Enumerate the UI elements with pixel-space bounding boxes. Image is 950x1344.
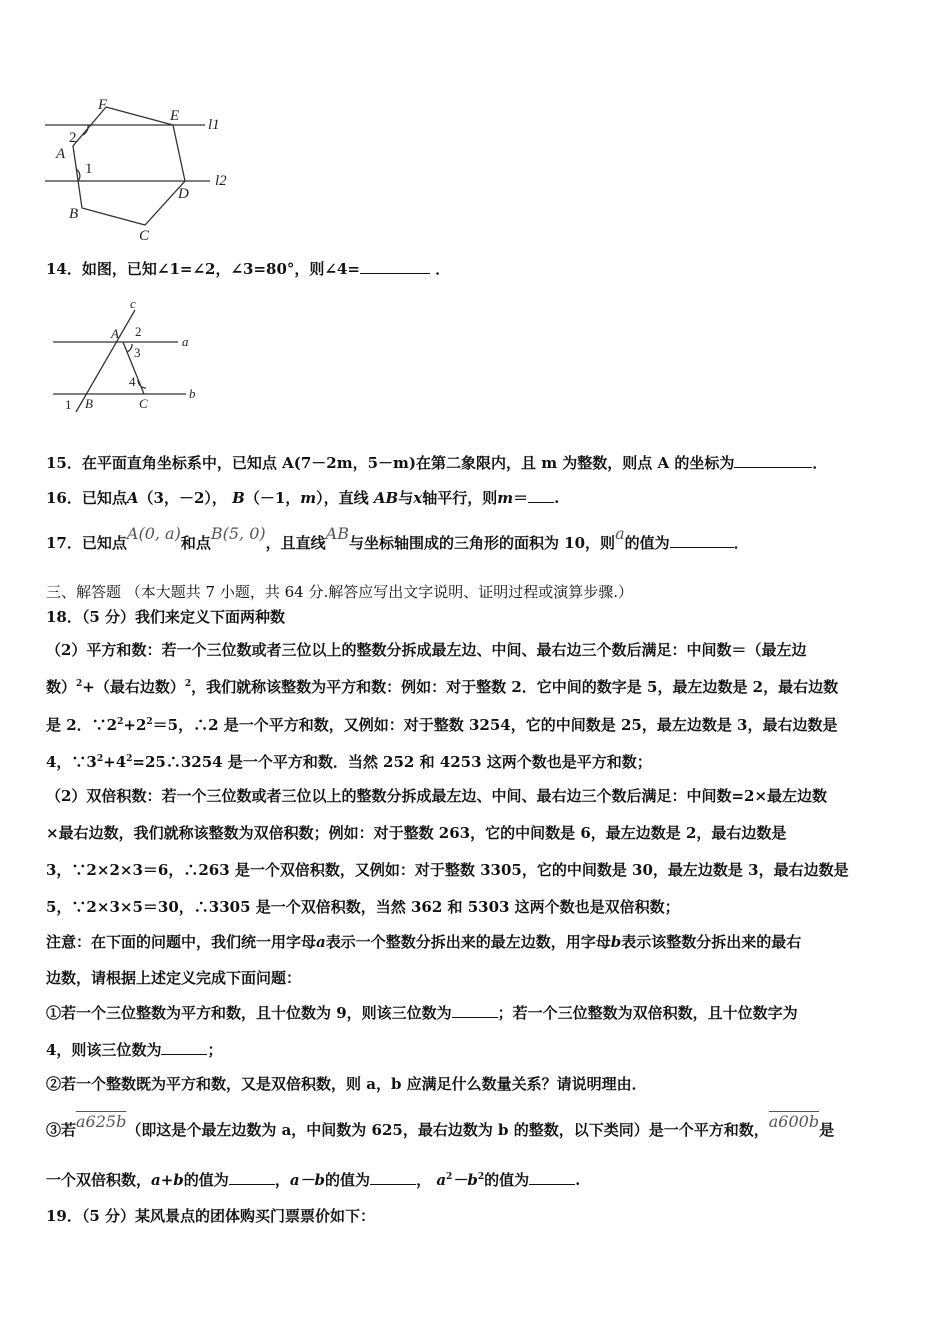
q18-l2-sup2: 2 xyxy=(184,679,192,689)
q18-l14-a: ③若 xyxy=(46,1121,77,1139)
q18-l11-a: ①若一个三位整数为平方和数，且十位数为 9，则该三位数为 xyxy=(46,1004,452,1022)
q16-text-2: （3，－2）， xyxy=(138,489,227,507)
q16-point-a: A xyxy=(126,489,139,507)
q16-var-m: m xyxy=(300,489,317,507)
q16-text-5: 与 xyxy=(398,489,414,507)
q18-blank-5[interactable] xyxy=(529,1170,575,1185)
fig2-label-3: 3 xyxy=(134,345,141,360)
q17-var-a: a xyxy=(615,524,625,543)
q18-l4-c: =25∴3254 是一个平方和数．当然 252 和 4253 这两个数也是平方和数； xyxy=(132,753,652,771)
fig2-label-2: 2 xyxy=(135,324,142,339)
q18-line-6: ×最右边数，我们就称该整数为双倍积数；例如：对于整数 263，它的中间数是 6，最左边数是 2，最右边数是 xyxy=(46,824,787,842)
q14-end: ． xyxy=(435,260,451,278)
q18-l9-a: 注意：在下面的问题中，我们统一用字母 xyxy=(46,933,317,951)
question-19: 19．（5 分）某风景点的团体购买门票票价如下： xyxy=(46,1207,376,1225)
fig2-label-c: c xyxy=(130,296,136,311)
q18-l15-d: 的值为 xyxy=(325,1171,371,1189)
q17-text-4: 与坐标轴围成的三角形的面积为 10，则 xyxy=(348,534,616,552)
q18-l3-sup: 2 xyxy=(117,717,124,727)
q18-l14-b: （即这是个最左边数为 a，中间数为 625，最右边数为 b 的整数，以下类同）是一个平方和数， xyxy=(126,1121,769,1139)
q18-blank-3[interactable] xyxy=(229,1170,275,1185)
q18-l15-b: 的值为 xyxy=(183,1171,229,1189)
q17-number: 17． xyxy=(46,534,82,552)
fig2-label-A: A xyxy=(111,326,119,341)
q18-line-9 xyxy=(46,932,916,952)
q18-line-4 xyxy=(46,752,916,772)
q14-text: 如图，已知∠1=∠2，∠3=80°，则∠4= xyxy=(81,260,360,278)
q18-l15-c: ， xyxy=(274,1171,290,1189)
q18-blank-1[interactable] xyxy=(452,1003,498,1018)
section-3-heading: 三、解答题 （本大题共 7 小题，共 64 分.解答应写出文字说明、证明过程或演算步骤.） xyxy=(46,583,634,601)
q18-l4-a: 4，∵3 xyxy=(46,753,97,771)
q15-end: ． xyxy=(812,454,828,472)
q18-blank-4[interactable] xyxy=(370,1170,416,1185)
q18-l3-b: +2 xyxy=(123,716,147,734)
fig2-label-4: 4 xyxy=(129,374,136,389)
q18-line-7: 3，∵2×2×3＝6，∴263 是一个双倍积数，又例如：对于整数 3305，它的中间数是 30，最左边数是 3，最右边数是 xyxy=(46,861,849,879)
fig1-label-F: F xyxy=(98,97,108,113)
q16-var-x: x xyxy=(413,489,423,507)
q18-line-12 xyxy=(46,1040,916,1060)
q18-header: 18．（5 分）我们来定义下面两种数 xyxy=(46,608,286,626)
q15-number: 15． xyxy=(46,454,82,472)
q18-number-a600b: a600b xyxy=(768,1112,820,1131)
q14-answer-blank[interactable] xyxy=(360,259,430,274)
q18-expr-a: a xyxy=(436,1171,447,1189)
q18-l9-var-a: a xyxy=(316,933,326,951)
fig1-label-D: D xyxy=(178,186,189,202)
q18-l9-c: 表示该整数分拆出来的最右 xyxy=(621,933,802,951)
q17-text-5: 的值为 xyxy=(624,534,670,552)
fig2-label-B: B xyxy=(85,396,93,411)
q16-text-3: （－1， xyxy=(244,489,301,507)
q18-line-13: ②若一个整数既为平方和数，又是双倍积数，则 a，b 应满足什么数量关系？请说明理由． xyxy=(46,1075,647,1093)
q18-l3-sup2: 2 xyxy=(146,717,153,727)
q18-l15-end: . xyxy=(575,1171,581,1189)
q18-number-a625b: a625b xyxy=(76,1112,127,1131)
q18-expr-minus-b: －b xyxy=(452,1171,478,1189)
q18-line-1: （2）平方和数：若一个三位数或者三位以上的整数分拆成最左边、中间、最右边三个数后满足：中间数＝（最左边 xyxy=(46,641,807,659)
q18-line-3 xyxy=(46,715,916,735)
angle-mark-3 xyxy=(127,344,132,352)
q18-line-11 xyxy=(46,1003,916,1023)
q18-sup-2: 2 xyxy=(477,1172,485,1182)
q18-l9-var-b: b xyxy=(610,933,622,951)
parallel-lines-transversal-figure xyxy=(48,296,208,416)
q18-line-14 xyxy=(46,1112,916,1140)
fig1-label-A: A xyxy=(56,146,66,162)
q16-text-7: ＝ xyxy=(513,489,529,507)
q16-var-m2: m xyxy=(497,489,514,507)
q18-l2-b: +（最右边数） xyxy=(82,678,185,696)
q18-line-15 xyxy=(46,1170,916,1190)
q18-l3-a: 是 2．∵2 xyxy=(46,716,118,734)
q17-text-3: ，且直线 xyxy=(265,534,326,552)
q16-end: . xyxy=(554,489,560,507)
q16-point-b: B xyxy=(232,489,245,507)
fig2-label-a: a xyxy=(182,334,189,349)
q18-blank-2[interactable] xyxy=(161,1040,207,1055)
q18-l4-sup2: 2 xyxy=(126,754,133,764)
fig1-label-l1: l1 xyxy=(208,117,220,133)
q18-expr-a-minus-b: a－b xyxy=(289,1171,326,1189)
q18-l2-sup: 2 xyxy=(76,679,83,689)
q18-l9-b: 表示一个整数分拆出来的最左边数，用字母 xyxy=(325,933,611,951)
q18-l12-a: 4，则该三位数为 xyxy=(46,1041,162,1059)
fig1-label-l2: l2 xyxy=(215,173,227,189)
question-15 xyxy=(46,453,916,473)
q18-line-10: 边数，请根据上述定义完成下面问题： xyxy=(46,969,302,987)
q18-line-2 xyxy=(46,677,916,697)
fig2-label-b: b xyxy=(189,386,196,401)
q16-text-1: 已知点 xyxy=(81,489,127,507)
q18-l14-c: 是 xyxy=(819,1121,835,1139)
q18-l15-e: ， xyxy=(416,1171,432,1189)
q16-text-6: 轴平行，则 xyxy=(422,489,498,507)
q17-point-a: A(0, a) xyxy=(126,524,181,543)
q17-text-2: 和点 xyxy=(180,534,211,552)
question-14 xyxy=(46,259,916,279)
q17-line-ab: AB xyxy=(325,524,349,543)
question-17 xyxy=(46,524,916,553)
q17-answer-blank[interactable] xyxy=(670,533,734,548)
q18-l11-b: ；若一个三位整数为双倍积数，且十位数字为 xyxy=(497,1004,798,1022)
q15-text: 在平面直角坐标系中，已知点 A(7－2m，5－m)在第二象限内，且 m 为整数，则点 A 的坐标为 xyxy=(81,454,735,472)
q18-l15-h: 的值为 xyxy=(484,1171,530,1189)
fig1-label-B: B xyxy=(69,206,79,222)
fig1-label-C: C xyxy=(139,228,150,244)
q18-l2-a: 数） xyxy=(46,678,77,696)
q18-line-8: 5，∵2×3×5＝30，∴3305 是一个双倍积数，当然 362 和 5303 这两个数也是双倍积数； xyxy=(46,898,680,916)
q17-point-b: B(5, 0) xyxy=(210,524,266,543)
q17-text-1: 已知点 xyxy=(81,534,127,552)
q16-line-ab: AB xyxy=(373,489,399,507)
q18-l3-c: ＝5，∴2 是一个平方和数，又例如：对于整数 3254，它的中间数是 25，最左边数是 3，最右边数是 xyxy=(152,716,838,734)
q16-text-4: ），直线 xyxy=(316,489,369,507)
q14-number: 14． xyxy=(46,260,82,278)
q18-expr-a-plus-b: a+b xyxy=(151,1171,184,1189)
q16-number: 16． xyxy=(46,489,82,507)
q18-l4-sup: 2 xyxy=(96,754,104,764)
q18-line-5: （2）双倍积数：若一个三位数或者三位以上的整数分拆成最左边、中间、最右边三个数后满足：中间数=2×最左边数 xyxy=(46,787,828,805)
fig1-label-2: 2 xyxy=(69,130,77,146)
q18-sup-1: 2 xyxy=(446,1172,453,1182)
hexagon-parallel-lines-figure xyxy=(40,95,240,245)
fig1-label-1: 1 xyxy=(85,161,93,177)
fig2-label-1: 1 xyxy=(65,397,72,412)
q18-l2-c: ，我们就称该整数为平方和数：例如：对于整数 2．它中间的数字是 5，最左边数是 2，最右边数 xyxy=(191,678,839,696)
fig2-label-C: C xyxy=(139,396,148,411)
q15-answer-blank[interactable] xyxy=(734,453,812,468)
q17-end: ． xyxy=(733,534,749,552)
q18-l12-b: ； xyxy=(207,1041,223,1059)
q18-l15-a: 一个双倍积数， xyxy=(46,1171,152,1189)
question-16 xyxy=(46,488,916,508)
fig1-label-E: E xyxy=(170,108,180,124)
q16-answer-blank[interactable] xyxy=(528,488,554,503)
q18-l4-b: +4 xyxy=(103,753,127,771)
